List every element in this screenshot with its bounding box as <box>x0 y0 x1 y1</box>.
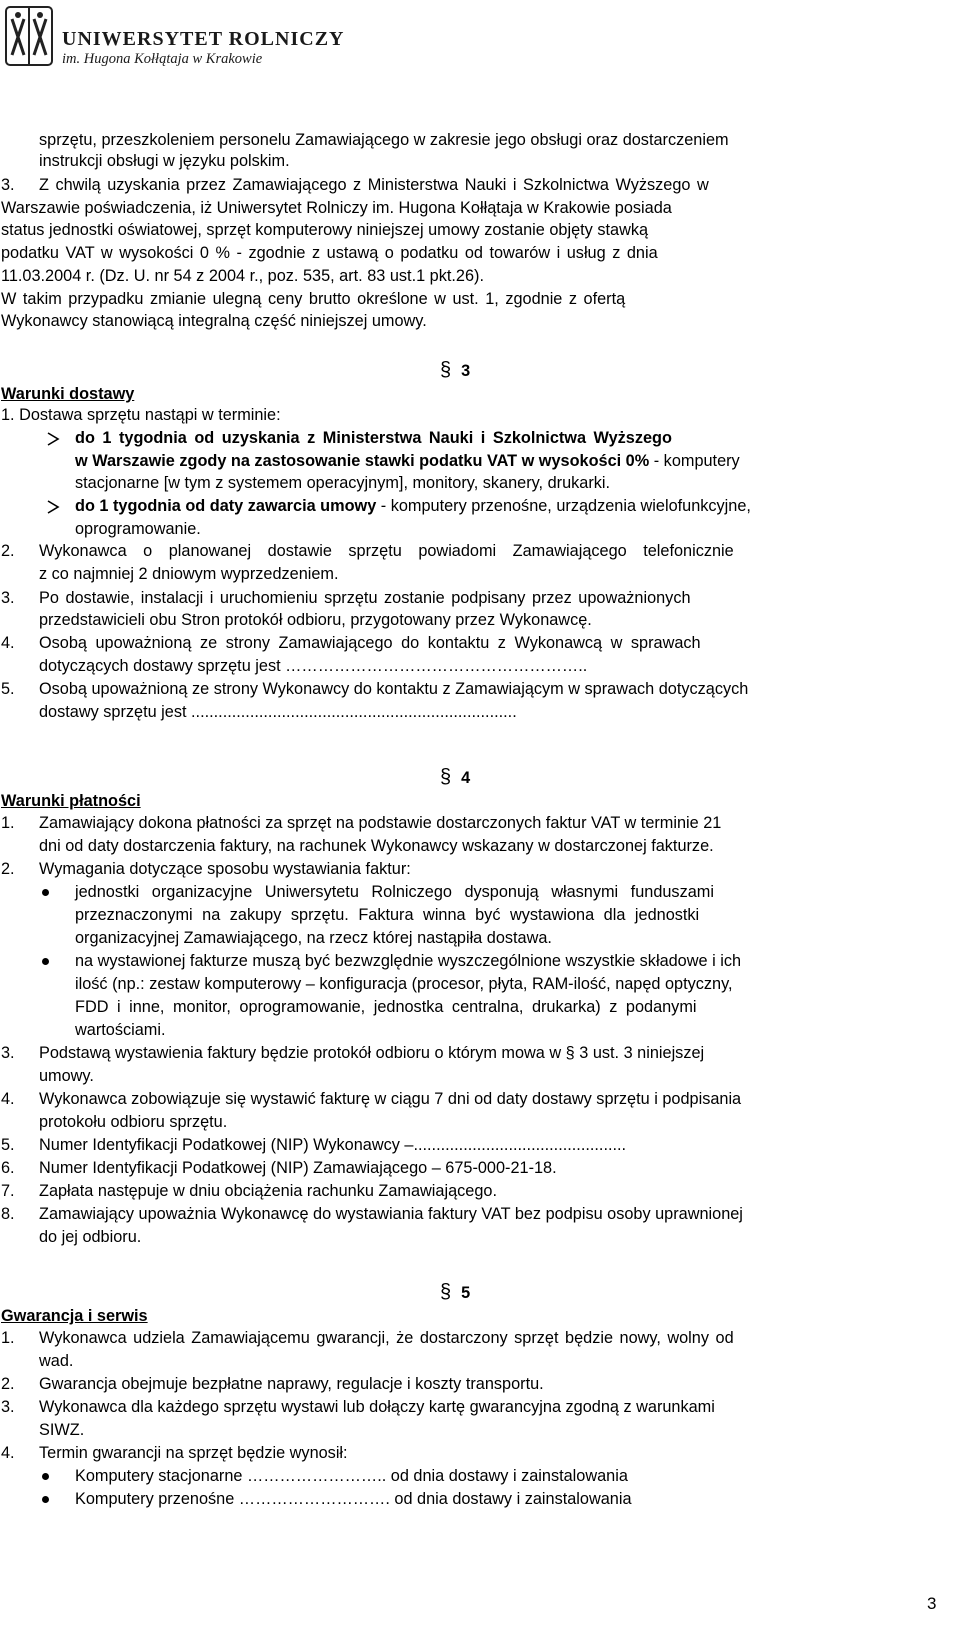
paragraph-line: Komputery przenośne ………………………. od dnia dostawy i zainstalowania <box>75 1490 632 1508</box>
paragraph-line <box>75 496 751 516</box>
section-heading-5 <box>440 1282 470 1303</box>
paragraph-line: Gwarancja obejmuje bezpłatne naprawy, regulacje i koszty transportu. <box>39 1375 544 1393</box>
paragraph-line: dostawy sprzętu jest ........................................................................ <box>39 703 517 721</box>
section-number: 5 <box>461 1284 471 1302</box>
arrow-bullet-icon <box>46 500 60 514</box>
paragraph-line: Wykonawca o planowanej dostawie sprzętu powiadomi Zamawiającego telefonicznie <box>39 542 734 560</box>
paragraph-line: Wymagania dotyczące sposobu wystawiania faktur: <box>39 860 411 878</box>
paragraph-line: umowy. <box>39 1067 94 1085</box>
section-symbol: § <box>440 1281 452 1303</box>
paragraph-line: wartościami. <box>75 1021 166 1039</box>
paragraph-line: dotyczących dostawy sprzętu jest ……………………………………………….. <box>39 657 588 675</box>
paragraph-line: SIWZ. <box>39 1421 85 1439</box>
paragraph-line: dni od daty dostarczenia faktury, na rachunek Wykonawcy wskazany w dostarczonej fakturze. <box>39 837 714 855</box>
list-number: 2. <box>1 860 15 878</box>
paragraph-line: podatku VAT w wysokości 0 % - zgodnie z ustawą o podatku od towarów i usług z dnia <box>1 244 658 262</box>
list-number: 1. <box>1 814 15 832</box>
paragraph-line: Wykonawca dla każdego sprzętu wystawi lub dołączy kartę gwarancyjna zgodną z warunkami <box>39 1398 715 1416</box>
paragraph-line: do 1 tygodnia od uzyskania z Ministerstwa Nauki i Szkolnictwa Wyższego <box>75 429 672 447</box>
section-symbol: § <box>440 766 452 788</box>
list-number: 4. <box>1 1444 15 1462</box>
paragraph-line: do jej odbioru. <box>39 1228 142 1246</box>
paragraph-line: Numer Identyfikacji Podatkowej (NIP) Wykonawcy –............................................... <box>39 1136 627 1154</box>
paragraph-line: 11.03.2004 r. (Dz. U. nr 54 z 2004 r., poz. 535, art. 83 ust.1 pkt.26). <box>1 267 484 285</box>
list-number: 5. <box>1 680 15 698</box>
paragraph-line: Termin gwarancji na sprzęt będzie wynosił: <box>39 1444 348 1462</box>
paragraph-line: Osobą upoważnioną ze strony Zamawiającego do kontaktu z Wykonawcą w sprawach <box>39 634 701 652</box>
list-number: 8. <box>1 1205 15 1223</box>
list-number: 7. <box>1 1182 15 1200</box>
bullet-dot-icon <box>42 1496 49 1503</box>
text: - komputery <box>649 452 740 470</box>
text: - komputery przenośne, urządzenia wielofunkcyjne, <box>376 497 751 515</box>
list-number: 3. <box>1 589 15 607</box>
paragraph-line: z co najmniej 2 dniowym wyprzedzeniem. <box>39 565 339 583</box>
paragraph-line: sprzętu, przeszkoleniem personelu Zamawiającego w zakresie jego obsługi oraz dostarczeniem <box>39 131 729 149</box>
list-number: 3. <box>1 176 15 194</box>
bold-text: w Warszawie zgody na zastosowanie stawki podatku VAT w wysokości 0% <box>75 452 650 470</box>
paragraph-line: Numer Identyfikacji Podatkowej (NIP) Zamawiającego – 675-000-21-18. <box>39 1159 557 1177</box>
university-crest-icon <box>4 5 54 69</box>
paragraph-line: jednostki organizacyjne Uniwersytetu Rolniczego dysponują własnymi funduszami <box>75 883 714 901</box>
university-name: UNIWERSYTET ROLNICZY <box>62 28 345 50</box>
list-number: 3. <box>1 1044 15 1062</box>
bullet-dot-icon <box>42 889 49 896</box>
university-subtitle: im. Hugona Kołłątaja w Krakowie <box>62 51 263 67</box>
section-number: 4 <box>461 769 471 787</box>
section-heading-3 <box>440 360 470 381</box>
paragraph-line: Wykonawca udziela Zamawiającemu gwarancji, że dostarczony sprzęt będzie nowy, wolny od <box>39 1329 734 1347</box>
paragraph-line: Osobą upoważnioną ze strony Wykonawcy do kontaktu z Zamawiającym w sprawach dotyczących <box>39 680 749 698</box>
paragraph-line: protokołu odbioru sprzętu. <box>39 1113 228 1131</box>
paragraph-line: Z chwilą uzyskania przez Zamawiającego z Ministerstwa Nauki i Szkolnictwa Wyższego w <box>39 176 709 194</box>
paragraph-line <box>75 451 740 471</box>
list-number: 4. <box>1 1090 15 1108</box>
paragraph-line: Komputery stacjonarne …………………….. od dnia dostawy i zainstalowania <box>75 1467 628 1485</box>
paragraph-line: W takim przypadku zmianie ulegną ceny brutto określone w ust. 1, zgodnie z ofertą <box>1 290 626 308</box>
page-number: 3 <box>927 1594 937 1613</box>
list-number: 2. <box>1 542 15 560</box>
paragraph-line: Wykonawca zobowiązuje się wystawić fakturę w ciągu 7 dni od daty dostawy sprzętu i podpisania <box>39 1090 742 1108</box>
paragraph-line: FDD i inne, monitor, oprogramowanie, jednostka centralna, drukarka) z podanymi <box>75 998 697 1016</box>
paragraph-line: status jednostki oświatowej, sprzęt komputerowy niniejszej umowy zostanie objęty stawką <box>1 221 649 239</box>
paragraph-line: organizacyjnej Zamawiającego, na rzecz której nastąpiła dostawa. <box>75 929 552 947</box>
page-header <box>0 0 960 80</box>
section-heading-4 <box>440 767 470 788</box>
paragraph-line: Warszawie poświadczenia, iż Uniwersytet Rolniczy im. Hugona Kołłątaja w Krakowie posiada <box>1 199 672 217</box>
paragraph-line: ilość (np.: zestaw komputerowy – konfiguracja (procesor, płyta, RAM-ilość, napęd optyczny, <box>75 975 733 993</box>
paragraph-line: przedstawicieli obu Stron protokół odbioru, przygotowany przez Wykonawcę. <box>39 611 592 629</box>
paragraph-line: Po dostawie, instalacji i uruchomieniu sprzętu zostanie podpisany przez upoważnionych <box>39 589 691 607</box>
paragraph-line: 1. Dostawa sprzętu nastąpi w terminie: <box>1 406 281 424</box>
bullet-dot-icon <box>42 958 49 965</box>
paragraph-line: oprogramowanie. <box>75 520 201 538</box>
section-title: Gwarancja i serwis <box>1 1307 148 1325</box>
list-number: 5. <box>1 1136 15 1154</box>
list-number: 2. <box>1 1375 15 1393</box>
paragraph-line: Zamawiający upoważnia Wykonawcę do wystawiania faktury VAT bez podpisu osoby uprawnionej <box>39 1205 743 1223</box>
paragraph-line: przeznaczonymi na zakupy sprzętu. Faktura winna być wystawiona dla jednostki <box>75 906 700 924</box>
section-symbol: § <box>440 359 452 381</box>
list-number: 3. <box>1 1398 15 1416</box>
bullet-dot-icon <box>42 1473 49 1480</box>
section-number: 3 <box>461 362 471 380</box>
list-number: 4. <box>1 634 15 652</box>
paragraph-line: Podstawą wystawienia faktury będzie protokół odbioru o którym mowa w § 3 ust. 3 niniejszej <box>39 1044 705 1062</box>
arrow-bullet-icon <box>46 432 60 446</box>
bold-text: do 1 tygodnia od daty zawarcia umowy <box>75 497 377 515</box>
section-title: Warunki płatności <box>1 792 141 810</box>
paragraph-line: instrukcji obsługi w języku polskim. <box>39 152 290 170</box>
paragraph-line: wad. <box>39 1352 74 1370</box>
paragraph-line: stacjonarne [w tym z systemem operacyjnym], monitory, skanery, drukarki. <box>75 474 611 492</box>
paragraph-line: Zamawiający dokona płatności za sprzęt na podstawie dostarczonych faktur VAT w terminie 21 <box>39 814 722 832</box>
section-title: Warunki dostawy <box>1 385 135 403</box>
paragraph-line: Wykonawcy stanowiącą integralną część niniejszej umowy. <box>1 312 427 330</box>
paragraph-line: na wystawionej fakturze muszą być bezwzględnie wyszczególnione wszystkie składowe i ich <box>75 952 742 970</box>
list-number: 6. <box>1 1159 15 1177</box>
paragraph-line: Zapłata następuje w dniu obciążenia rachunku Zamawiającego. <box>39 1182 497 1200</box>
list-number: 1. <box>1 1329 15 1347</box>
